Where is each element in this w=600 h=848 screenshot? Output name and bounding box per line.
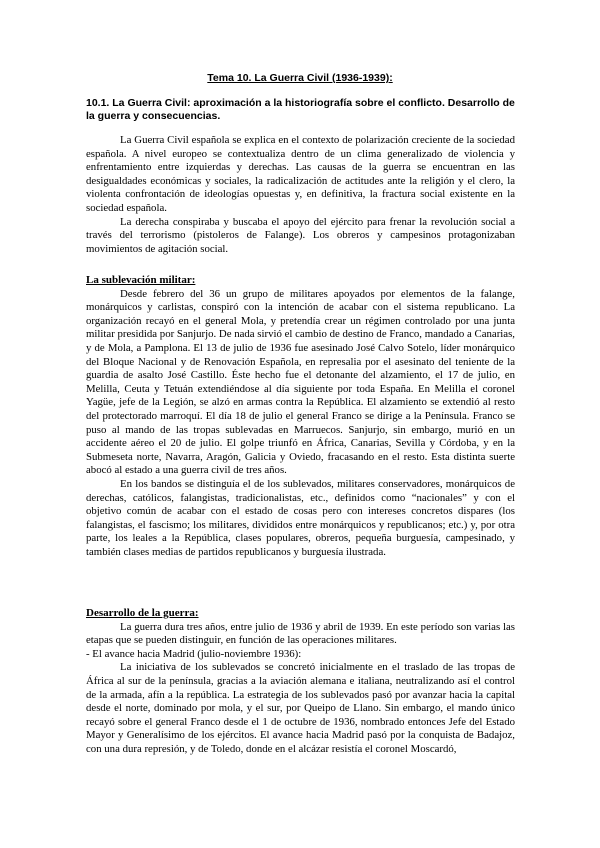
sublevacion-paragraph-2: En los bandos se distinguía el de los sublevados, militares conservadores, monárquicos de derechas, católicos, falangistas, tradicionalistas, etc., definidos como “nacionales” y con el objetivo común de acabar con el estado de cosas pero con intereses concretos dispares (los falangistas, el fascismo; los militares, divididos entre monárquicos y republicanos; etc.) y, por otra parte, los leales a la República, clases populares, obreros, pequeña burguesía, campesinado, y también clases medias de partidos republicanos y burguesía ilustrada. [86, 477, 515, 558]
section-heading-sublevacion: La sublevación militar: [86, 274, 196, 286]
desarrollo-paragraph-1: La guerra dura tres años, entre julio de 1936 y abril de 1939. En este período son varias las etapas que se pueden distinguir, en función de las operaciones militares. [86, 620, 515, 647]
section-sublevacion [86, 274, 515, 559]
document-subtitle: 10.1. La Guerra Civil: aproximación a la historiografía sobre el conflicto. Desarrollo de la guerra y consecuencias. [86, 97, 515, 122]
intro-paragraph-2: La derecha conspiraba y buscaba el apoyo del ejército para frenar la revolución social a través del terrorismo (pistoleros de Falange). Los obreros y campesinos protagonizaban movimientos de agitación social. [86, 215, 515, 255]
intro-paragraph-1: La Guerra Civil española se explica en el contexto de polarización creciente de la sociedad española. A nivel europeo se contextualiza dentro de un clima generalizado de violencia y enfrentamiento entre izquierdas y derechas. Las causas de la guerra se encuentran en las desigualdades económicas y sociales, la radicalización de actitudes ante la religión y el clero, la violenta confrontación de ideologías opuestas y, en definitiva, la fractura social existente en la sociedad española. [86, 134, 515, 214]
section-desarrollo [86, 607, 515, 757]
document-title: Tema 10. La Guerra Civil (1936-1939): [207, 72, 393, 84]
desarrollo-paragraph-2: La iniciativa de los sublevados se concretó inicialmente en el traslado de las tropas de África al sur de la península, gracias a la aviación alemana e italiana, neutralizando así el control de la armada, afín a la república. La estrategia de los sublevados pasó por avanzar hacia la capital desde el norte, dominado por mola, y el sur, por Queipo de Llano. Sin embargo, el mando único recayó sobre el general Franco desde el 1 de octubre de 1936, nombrado entonces Jefe del Estado Mayor y Generalísimo de los ejércitos. El avance hacia Madrid pasó por la conquista de Badajoz, con una dura represión, y de Toledo, donde en el alcázar resistía el coronel Moscardó, [86, 661, 515, 755]
intro-section [86, 134, 515, 256]
section-heading-desarrollo: Desarrollo de la guerra: [86, 607, 199, 619]
desarrollo-subheading: - El avance hacia Madrid (julio-noviembre 1936): [86, 647, 302, 660]
sublevacion-paragraph-1: Desde febrero del 36 un grupo de militares apoyados por elementos de la falange, monárquicos y carlistas, conspiró con la intención de acabar con el sistema republicano. La organización recayó en el general Mola, y pretendía crear un régimen controlado por una junta militar presidida por Sanjurjo. De nada sirvió el cambio de destino de Franco, mandado a Canarias, y de Mola, a Pamplona. El 13 de julio de 1936 fue asesinado José Calvo Sotelo, líder monárquico del Bloque Nacional y de Renovación Española, en represalia por el asesinato del teniente de la guardia de asalto José Castillo. Éste hecho fue el detonante del alzamiento, el 17 de julio, en Melilla, Ceuta y Tetuán extendiéndose al día siguiente por toda España. En Melilla el coronel Yagüe, jefe de la Legión, se alzó en armas contra la República. El alzamiento se extendió al resto del protectorado marroquí. El día 18 de julio el general Franco se dirige a la Península. Franco se puso al mando de las tropas sublevadas en Marruecos. Sanjurjo, sin embargo, murió en un accidente aéreo el 20 de julio. El golpe triunfó en África, Canarias, Sevilla y Córdoba, y en la Submeseta norte, Navarra, Aragón, Galicia y Oviedo, fracasando en el resto. Esta distinta suerte abocó al estado a una guerra civil de tres años. [86, 287, 515, 477]
